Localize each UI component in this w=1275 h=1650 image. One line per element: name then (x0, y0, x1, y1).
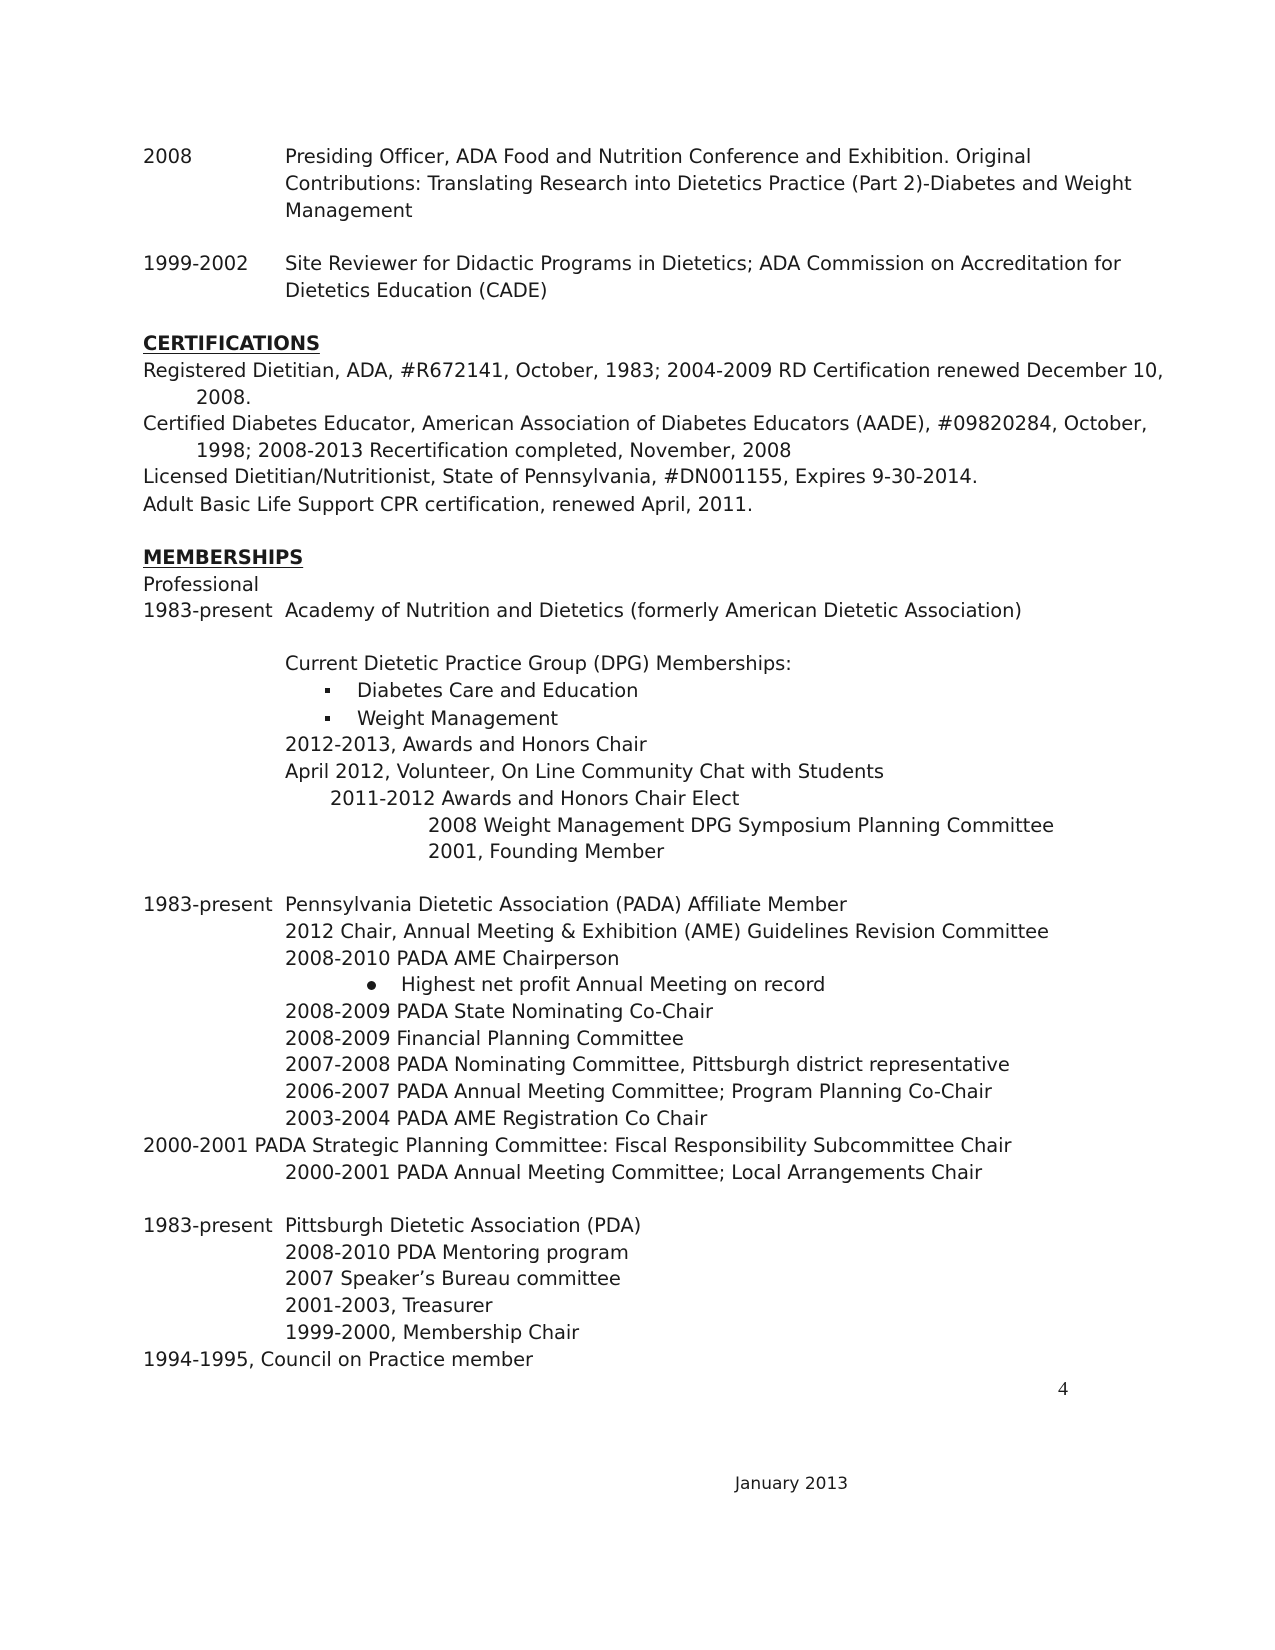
role-line: 2008-2009 PADA State Nominating Co-Chair (285, 1000, 713, 1023)
memberships-heading: MEMBERSHIPS (143, 546, 304, 569)
entry-text-line: Site Reviewer for Didactic Programs in Dietetics; ADA Commission on Accreditation for (285, 252, 1121, 275)
square-bullet-icon (325, 688, 330, 693)
membership-org: Pennsylvania Dietetic Association (PADA) Affiliate Member (285, 893, 847, 916)
footer-date: January 2013 (735, 1474, 849, 1494)
role-line: 2008-2009 Financial Planning Committee (285, 1027, 684, 1050)
entry-text-line: Dietetics Education (CADE) (285, 279, 548, 302)
certification-line: Registered Dietitian, ADA, #R672141, October, 1983; 2004-2009 RD Certification renewed December 10, (143, 359, 1164, 382)
role-line: 2007-2008 PADA Nominating Committee, Pittsburgh district representative (285, 1053, 1010, 1076)
dpg-label: Current Dietetic Practice Group (DPG) Memberships: (285, 652, 792, 675)
entry-year-1999-2002: 1999-2002 (143, 252, 249, 275)
role-line: 1994-1995, Council on Practice member (143, 1348, 533, 1371)
role-line: Highest net profit Annual Meeting on record (401, 973, 826, 996)
membership-org: Pittsburgh Dietetic Association (PDA) (285, 1214, 642, 1237)
role-line: 2008-2010 PDA Mentoring program (285, 1241, 629, 1264)
role-line: 1999-2000, Membership Chair (285, 1321, 580, 1344)
membership-year: 1983-present (143, 1214, 273, 1237)
role-line: 2001-2003, Treasurer (285, 1294, 493, 1317)
page-number: 4 (1058, 1378, 1068, 1400)
role-line: 2012 Chair, Annual Meeting & Exhibition (AME) Guidelines Revision Committee (285, 920, 1049, 943)
certification-line: 1998; 2008-2013 Recertification completed, November, 2008 (196, 439, 792, 462)
certification-line: Certified Diabetes Educator, American Association of Diabetes Educators (AADE), #09820284, October, (143, 412, 1148, 435)
certification-line: 2008. (196, 386, 252, 409)
role-line: 2007 Speaker’s Bureau committee (285, 1267, 621, 1290)
certification-line: Adult Basic Life Support CPR certification, renewed April, 2011. (143, 493, 753, 516)
role-line: 2001, Founding Member (428, 840, 665, 863)
role-line: 2012-2013, Awards and Honors Chair (285, 733, 647, 756)
dpg-item: Weight Management (357, 707, 558, 730)
role-line: 2011-2012 Awards and Honors Chair Elect (330, 787, 740, 810)
dpg-item: Diabetes Care and Education (357, 679, 639, 702)
square-bullet-icon (325, 716, 330, 721)
role-line: 2008 Weight Management DPG Symposium Planning Committee (428, 814, 1054, 837)
role-line: 2006-2007 PADA Annual Meeting Committee; Program Planning Co-Chair (285, 1080, 992, 1103)
membership-year: 1983-present (143, 893, 273, 916)
membership-year: 1983-present (143, 599, 273, 622)
role-line: 2000-2001 PADA Strategic Planning Committee: Fiscal Responsibility Subcommittee Chair (143, 1134, 1012, 1157)
entry-text-line: Presiding Officer, ADA Food and Nutrition Conference and Exhibition. Original (285, 145, 1032, 168)
round-bullet-icon (367, 981, 376, 990)
membership-org: Academy of Nutrition and Dietetics (formerly American Dietetic Association) (285, 599, 1022, 622)
entry-text-line: Contributions: Translating Research into Dietetics Practice (Part 2)-Diabetes and Weight (285, 172, 1132, 195)
role-line: 2003-2004 PADA AME Registration Co Chair (285, 1107, 708, 1130)
role-line: 2008-2010 PADA AME Chairperson (285, 947, 620, 970)
certification-line: Licensed Dietitian/Nutritionist, State of Pennsylvania, #DN001155, Expires 9-30-2014. (143, 465, 978, 488)
role-line: 2000-2001 PADA Annual Meeting Committee; Local Arrangements Chair (285, 1161, 983, 1184)
entry-year-2008: 2008 (143, 145, 193, 168)
memberships-subheading: Professional (143, 573, 259, 596)
role-line: April 2012, Volunteer, On Line Community Chat with Students (285, 760, 884, 783)
certifications-heading: CERTIFICATIONS (143, 332, 320, 355)
entry-text-line: Management (285, 199, 413, 222)
